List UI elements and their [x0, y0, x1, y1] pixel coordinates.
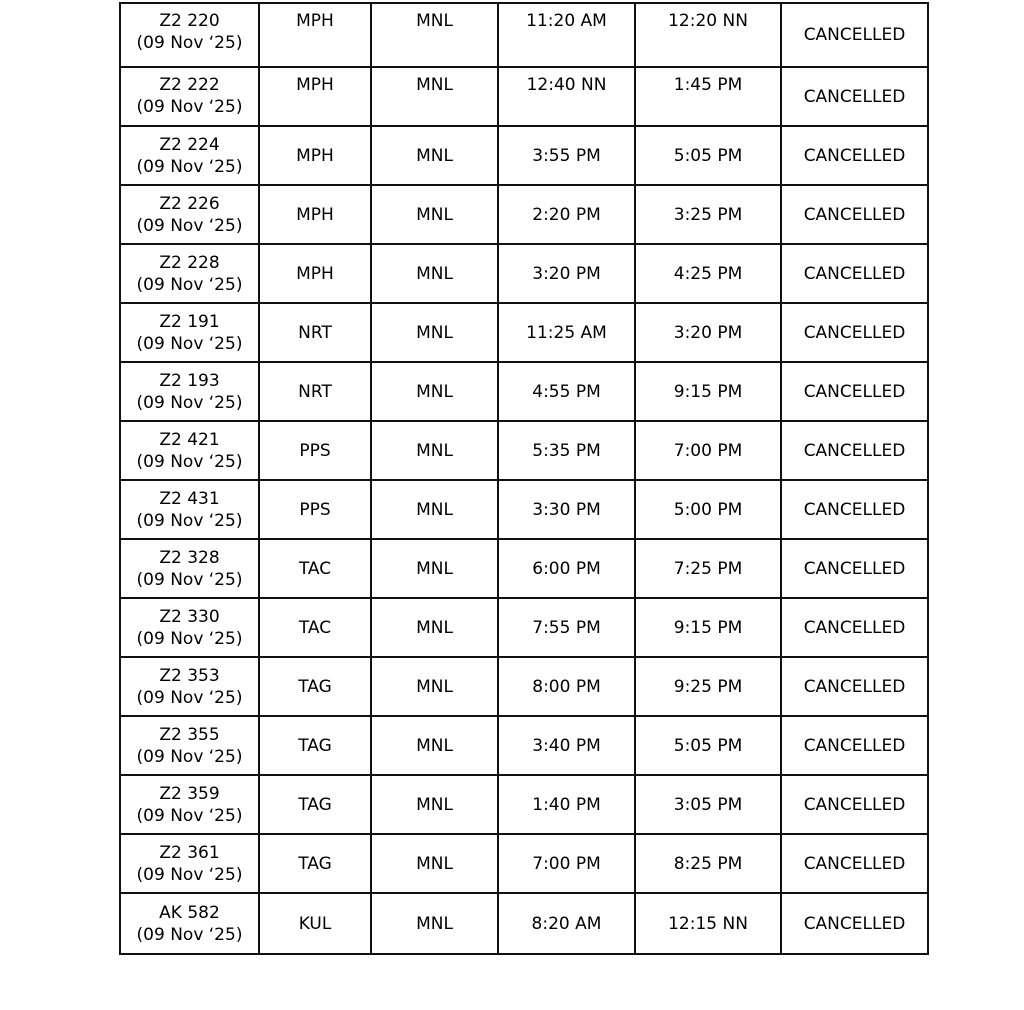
flight-cancellation-table — [119, 2, 929, 955]
origin-code: PPS — [299, 440, 331, 461]
departure-cell — [498, 893, 635, 954]
status-badge: CANCELLED — [803, 499, 906, 520]
departure-time: 1:40 PM — [532, 794, 601, 815]
departure-cell — [498, 775, 635, 834]
status-cell — [781, 834, 928, 893]
departure-time: 3:30 PM — [532, 499, 601, 520]
flight-date: (09 Nov ‘25) — [136, 864, 243, 885]
origin-code: TAG — [298, 853, 332, 874]
origin-cell — [259, 67, 371, 126]
destination-code: MNL — [416, 499, 453, 520]
flight-cell — [120, 893, 259, 954]
arrival-time: 5:05 PM — [673, 145, 743, 166]
departure-cell — [498, 67, 635, 126]
arrival-cell — [635, 657, 781, 716]
destination-cell — [371, 3, 498, 67]
departure-time: 3:20 PM — [532, 263, 601, 284]
departure-time: 2:20 PM — [532, 204, 601, 225]
origin-cell — [259, 716, 371, 775]
status-badge: CANCELLED — [803, 794, 906, 815]
status-badge: CANCELLED — [803, 676, 906, 697]
status-cell — [781, 421, 928, 480]
status-cell — [781, 480, 928, 539]
flight-cell — [120, 539, 259, 598]
flight-number: Z2 222 — [159, 75, 220, 95]
flight-date: (09 Nov ‘25) — [136, 33, 243, 53]
flight-cell — [120, 3, 259, 67]
flight-date: (09 Nov ‘25) — [136, 274, 243, 295]
departure-cell — [498, 657, 635, 716]
flight-date: (09 Nov ‘25) — [136, 628, 243, 649]
destination-code: MNL — [416, 440, 453, 461]
arrival-time: 3:20 PM — [673, 322, 743, 343]
origin-cell — [259, 775, 371, 834]
origin-cell — [259, 598, 371, 657]
status-badge: CANCELLED — [803, 145, 906, 166]
table-row — [120, 657, 928, 716]
flight-number: Z2 353 — [159, 665, 220, 686]
arrival-cell — [635, 598, 781, 657]
origin-code: MPH — [296, 263, 334, 284]
origin-cell — [259, 480, 371, 539]
table-row — [120, 303, 928, 362]
status-badge: CANCELLED — [803, 617, 906, 638]
table-row — [120, 893, 928, 954]
arrival-cell — [635, 834, 781, 893]
destination-code: MNL — [416, 735, 453, 756]
origin-cell — [259, 834, 371, 893]
departure-cell — [498, 126, 635, 185]
status-badge: CANCELLED — [803, 322, 906, 343]
arrival-cell — [635, 244, 781, 303]
origin-code: PPS — [299, 499, 331, 520]
flight-number: Z2 330 — [159, 606, 220, 627]
status-cell — [781, 362, 928, 421]
origin-code: TAG — [298, 676, 332, 697]
departure-cell — [498, 716, 635, 775]
flight-cell — [120, 362, 259, 421]
destination-code: MNL — [416, 913, 453, 934]
departure-time: 11:20 AM — [526, 11, 607, 31]
origin-code: TAC — [298, 617, 332, 638]
status-badge: CANCELLED — [803, 558, 906, 579]
arrival-cell — [635, 893, 781, 954]
flight-cell — [120, 657, 259, 716]
arrival-cell — [635, 67, 781, 126]
arrival-time: 7:00 PM — [673, 440, 743, 461]
flight-date: (09 Nov ‘25) — [136, 215, 243, 236]
flight-date: (09 Nov ‘25) — [136, 392, 243, 413]
departure-cell — [498, 362, 635, 421]
table-row — [120, 67, 928, 126]
destination-cell — [371, 362, 498, 421]
status-badge: CANCELLED — [803, 263, 906, 284]
arrival-time: 3:25 PM — [673, 204, 743, 225]
arrival-time: 8:25 PM — [673, 853, 743, 874]
destination-code: MNL — [416, 853, 453, 874]
departure-cell — [498, 3, 635, 67]
flight-number: Z2 193 — [159, 370, 220, 391]
arrival-cell — [635, 421, 781, 480]
table-row — [120, 421, 928, 480]
origin-cell — [259, 421, 371, 480]
status-cell — [781, 657, 928, 716]
flight-number: Z2 361 — [159, 842, 220, 863]
destination-cell — [371, 185, 498, 244]
status-cell — [781, 3, 928, 67]
destination-cell — [371, 893, 498, 954]
departure-cell — [498, 539, 635, 598]
departure-time: 6:00 PM — [532, 558, 601, 579]
destination-cell — [371, 303, 498, 362]
status-badge: CANCELLED — [803, 853, 906, 874]
destination-cell — [371, 716, 498, 775]
flight-number: Z2 220 — [159, 11, 220, 31]
destination-code: MNL — [416, 794, 453, 815]
flight-cell — [120, 244, 259, 303]
status-badge: CANCELLED — [803, 735, 906, 756]
arrival-time: 12:15 NN — [668, 913, 748, 934]
destination-code: MNL — [416, 204, 453, 225]
flight-cell — [120, 185, 259, 244]
flight-cell — [120, 480, 259, 539]
destination-cell — [371, 67, 498, 126]
flight-rows — [120, 3, 928, 954]
status-cell — [781, 539, 928, 598]
flight-number: AK 582 — [159, 902, 220, 923]
flight-date: (09 Nov ‘25) — [136, 746, 243, 767]
flight-cell — [120, 303, 259, 362]
origin-cell — [259, 657, 371, 716]
table-row — [120, 362, 928, 421]
departure-time: 3:40 PM — [532, 735, 601, 756]
departure-time: 8:20 AM — [531, 913, 602, 934]
destination-cell — [371, 657, 498, 716]
origin-cell — [259, 539, 371, 598]
flight-number: Z2 431 — [159, 488, 220, 509]
status-cell — [781, 893, 928, 954]
destination-code: MNL — [416, 558, 453, 579]
flight-date: (09 Nov ‘25) — [136, 510, 243, 531]
destination-code: MNL — [416, 145, 453, 166]
departure-cell — [498, 244, 635, 303]
origin-cell — [259, 362, 371, 421]
departure-time: 3:55 PM — [532, 145, 601, 166]
arrival-time: 9:15 PM — [673, 617, 743, 638]
origin-cell — [259, 185, 371, 244]
table-row — [120, 598, 928, 657]
arrival-time: 12:20 NN — [668, 11, 748, 31]
flight-date: (09 Nov ‘25) — [136, 156, 243, 177]
origin-code: MPH — [296, 11, 334, 31]
arrival-time: 7:25 PM — [673, 558, 743, 579]
origin-cell — [259, 126, 371, 185]
arrival-time: 5:05 PM — [673, 735, 743, 756]
origin-code: TAG — [298, 794, 332, 815]
origin-code: TAC — [298, 558, 332, 579]
arrival-cell — [635, 539, 781, 598]
departure-time: 7:55 PM — [532, 617, 601, 638]
origin-cell — [259, 893, 371, 954]
status-badge: CANCELLED — [803, 25, 906, 45]
status-cell — [781, 303, 928, 362]
flight-number: Z2 228 — [159, 252, 220, 273]
destination-cell — [371, 421, 498, 480]
arrival-cell — [635, 3, 781, 67]
departure-cell — [498, 480, 635, 539]
status-badge: CANCELLED — [803, 204, 906, 225]
destination-cell — [371, 480, 498, 539]
arrival-time: 1:45 PM — [673, 75, 743, 95]
flight-number: Z2 224 — [159, 134, 220, 155]
arrival-cell — [635, 775, 781, 834]
status-badge: CANCELLED — [803, 381, 906, 402]
arrival-time: 9:15 PM — [673, 381, 743, 402]
flight-number: Z2 421 — [159, 429, 220, 450]
table-row — [120, 834, 928, 893]
status-cell — [781, 185, 928, 244]
status-cell — [781, 775, 928, 834]
departure-cell — [498, 303, 635, 362]
origin-code: TAG — [298, 735, 332, 756]
departure-time: 5:35 PM — [532, 440, 601, 461]
arrival-time: 3:05 PM — [673, 794, 743, 815]
arrival-time: 5:00 PM — [673, 499, 743, 520]
flight-cell — [120, 421, 259, 480]
flight-date: (09 Nov ‘25) — [136, 805, 243, 826]
flight-cell — [120, 775, 259, 834]
departure-time: 11:25 AM — [526, 322, 607, 343]
destination-code: MNL — [416, 75, 453, 95]
status-cell — [781, 716, 928, 775]
departure-time: 12:40 NN — [526, 75, 607, 95]
table-row — [120, 539, 928, 598]
destination-cell — [371, 775, 498, 834]
departure-cell — [498, 598, 635, 657]
flight-cell — [120, 834, 259, 893]
status-cell — [781, 244, 928, 303]
departure-cell — [498, 421, 635, 480]
arrival-cell — [635, 185, 781, 244]
destination-cell — [371, 598, 498, 657]
origin-cell — [259, 303, 371, 362]
table-row — [120, 126, 928, 185]
arrival-cell — [635, 362, 781, 421]
flight-number: Z2 226 — [159, 193, 220, 214]
origin-code: MPH — [296, 75, 334, 95]
origin-cell — [259, 3, 371, 67]
flight-date: (09 Nov ‘25) — [136, 97, 243, 117]
flight-cell — [120, 126, 259, 185]
flight-cell — [120, 67, 259, 126]
arrival-cell — [635, 126, 781, 185]
status-cell — [781, 126, 928, 185]
destination-cell — [371, 539, 498, 598]
destination-cell — [371, 126, 498, 185]
flight-date: (09 Nov ‘25) — [136, 924, 243, 945]
destination-cell — [371, 244, 498, 303]
origin-code: KUL — [298, 913, 332, 934]
origin-code: NRT — [298, 381, 332, 402]
table-row — [120, 480, 928, 539]
origin-code: NRT — [298, 322, 332, 343]
destination-code: MNL — [416, 263, 453, 284]
flight-date: (09 Nov ‘25) — [136, 451, 243, 472]
table-row — [120, 3, 928, 67]
status-badge: CANCELLED — [803, 440, 906, 461]
table-row — [120, 244, 928, 303]
departure-cell — [498, 834, 635, 893]
arrival-cell — [635, 480, 781, 539]
table-row — [120, 716, 928, 775]
arrival-cell — [635, 716, 781, 775]
status-badge: CANCELLED — [803, 86, 906, 107]
flight-cell — [120, 598, 259, 657]
flight-number: Z2 359 — [159, 783, 220, 804]
origin-code: MPH — [296, 145, 334, 166]
destination-code: MNL — [416, 381, 453, 402]
arrival-time: 4:25 PM — [673, 263, 743, 284]
destination-code: MNL — [416, 11, 453, 31]
flight-cell — [120, 716, 259, 775]
flight-date: (09 Nov ‘25) — [136, 569, 243, 590]
departure-cell — [498, 185, 635, 244]
status-cell — [781, 598, 928, 657]
destination-code: MNL — [416, 322, 453, 343]
flight-date: (09 Nov ‘25) — [136, 687, 243, 708]
destination-code: MNL — [416, 617, 453, 638]
flight-number: Z2 191 — [159, 311, 220, 332]
status-badge: CANCELLED — [803, 913, 906, 934]
flight-date: (09 Nov ‘25) — [136, 333, 243, 354]
status-cell — [781, 67, 928, 126]
flight-number: Z2 355 — [159, 724, 220, 745]
departure-time: 4:55 PM — [532, 381, 601, 402]
origin-code: MPH — [296, 204, 334, 225]
table-row — [120, 775, 928, 834]
departure-time: 8:00 PM — [532, 676, 601, 697]
destination-code: MNL — [416, 676, 453, 697]
arrival-time: 9:25 PM — [673, 676, 743, 697]
table-row — [120, 185, 928, 244]
arrival-cell — [635, 303, 781, 362]
flight-number: Z2 328 — [159, 547, 220, 568]
destination-cell — [371, 834, 498, 893]
origin-cell — [259, 244, 371, 303]
departure-time: 7:00 PM — [532, 853, 601, 874]
